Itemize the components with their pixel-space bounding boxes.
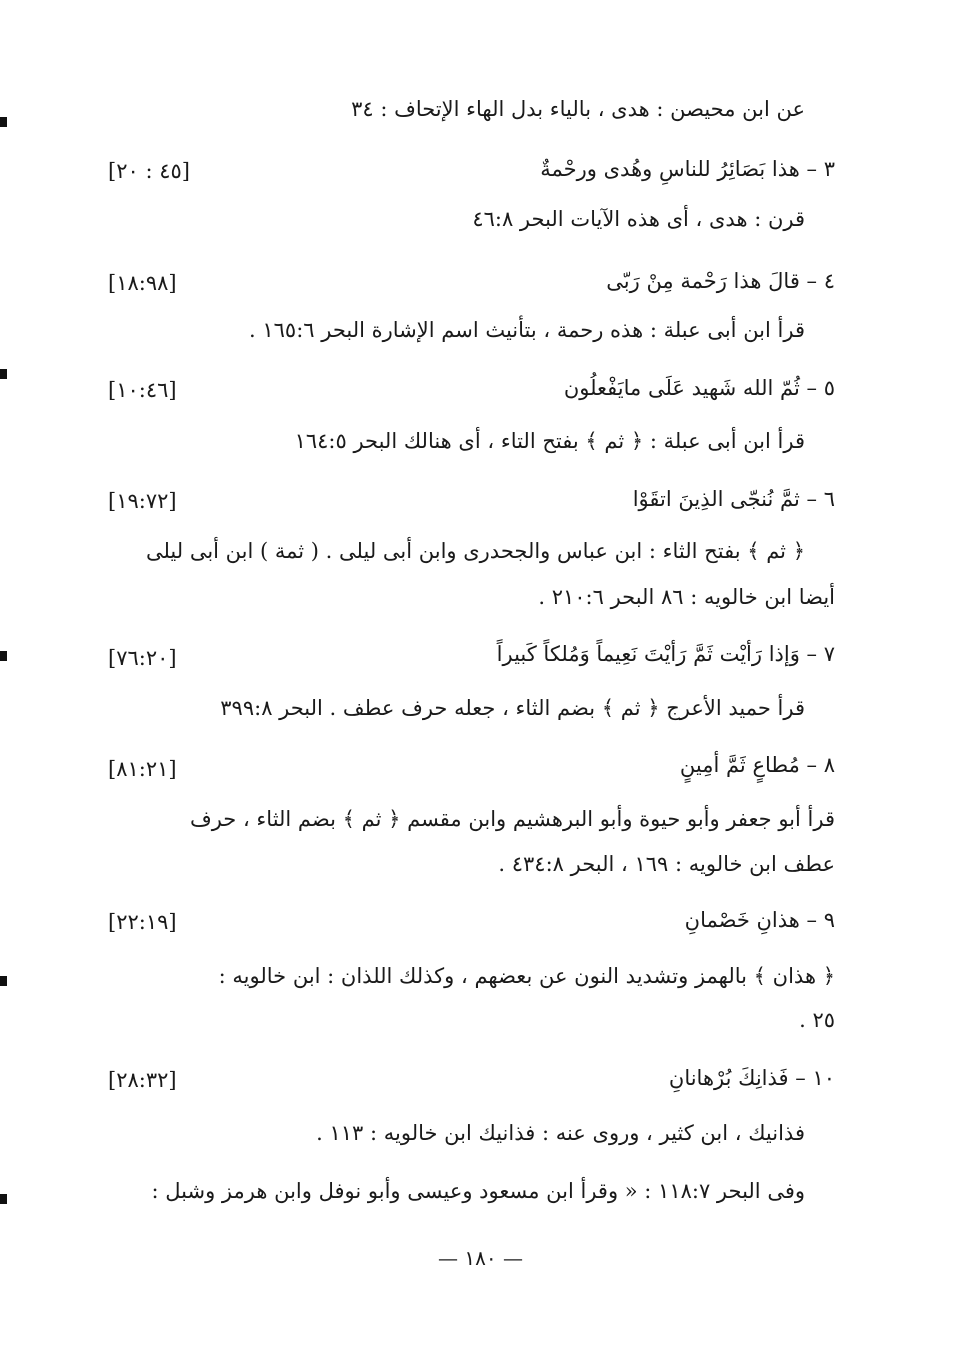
- verse-reference: [٤٥ : ٢٠]: [108, 159, 190, 183]
- verse-reference: [٨١:٢١]: [108, 757, 177, 781]
- verse-reference: [٧٦:٢٠]: [108, 646, 177, 670]
- scan-mark: [0, 976, 7, 986]
- verse-line: ٣ – هذا بَصَائِرُ للناسِ وهُدى ورحْمةٌ: [540, 157, 835, 181]
- text-line: ﴿ هذان ﴾ بالهمز وتشديد النون عن بعضهم ، وكذلك اللذان : ابن خالويه :: [218, 964, 835, 988]
- scan-mark: [0, 369, 7, 379]
- verse-line: ٩ – هذانِ خَصْمانِ: [684, 908, 835, 932]
- verse-line: ٨ – مُطاعٍ ثَمَّ أمِينٍ: [679, 753, 835, 777]
- text-line: قرأ ابن أبى عبلة : هذه رحمة ، بتأنيث اسم الإشارة البحر ١٦٥:٦ .: [249, 318, 805, 342]
- verse-reference: [٢٨:٣٢]: [108, 1068, 177, 1092]
- text-line: ٢٥ .: [799, 1008, 835, 1032]
- text-line: عن ابن محيصن : هدى ، بالياء بدل الهاء الإتحاف : ٣٤: [351, 97, 805, 121]
- text-line: عطف ابن خالويه : ١٦٩ ، البحر ٤٣٤:٨ .: [498, 852, 835, 876]
- verse-line: ٥ – ثُمّ الله شَهيد عَلَى مايَفْعلُون: [563, 376, 835, 400]
- scan-mark: [0, 1194, 7, 1204]
- verse-reference: [١٨:٩٨]: [108, 271, 177, 295]
- text-line: قرأ ابن أبى عبلة : ﴿ ثم ﴾ بفتح التاء ، أى هنالك البحر ١٦٤:٥: [294, 429, 805, 453]
- page-number: — ١٨٠ —: [438, 1246, 523, 1270]
- text-line: قرأ أبو جعفر وأبو حيوة وأبو البرهشيم وابن مقسم ﴿ ثم ﴾ بضم الثاء ، حرف: [189, 807, 835, 831]
- verse-line: ١٠ – فَذانِكَ بُرْهانانِ: [668, 1066, 835, 1090]
- text-line: فذانيك ، ابن كثير ، وروى عنه : فذانيك ابن خالويه : ١١٣ .: [316, 1121, 805, 1145]
- scan-mark: [0, 651, 7, 661]
- scan-mark: [0, 117, 7, 127]
- verse-reference: [١٠:٤٦]: [108, 378, 177, 402]
- text-line: ﴿ ثم ﴾ بفتح الثاء : ابن عباس والجحدرى وابن أبى ليلى . ( ثمة ) ابن أبى ليلى: [145, 539, 805, 563]
- verse-line: ٧ – وَإذا رَأيْت ثَمَّ رَأيْتَ نَعِيماً وَمُلكاً كَبيراً: [496, 642, 835, 666]
- text-line: أيضا ابن خالويه : ٨٦ البحر ٢١٠:٦ .: [538, 585, 835, 609]
- verse-reference: [١٩:٧٢]: [108, 489, 177, 513]
- text-line: وفى البحر ١١٨:٧ : « وقرأ ابن مسعود وعيسى وأبو نوفل وابن هرمز وشبل :: [151, 1179, 805, 1203]
- verse-reference: [٢٢:١٩]: [108, 910, 177, 934]
- text-line: قرن : هدى ، أى هذه الآيات البحر ٤٦:٨: [472, 207, 805, 231]
- verse-line: ٦ – ثمَّ نُنجّى الذِينَ اتقَوْا: [632, 487, 835, 511]
- text-line: قرأ حميد الأعرج ﴿ ثم ﴾ بضم الثاء ، جعله حرف عطف . البحر ٣٩٩:٨: [220, 696, 805, 720]
- verse-line: ٤ – قالَ هذا رَحْمة مِنْ رَبّى: [606, 269, 835, 293]
